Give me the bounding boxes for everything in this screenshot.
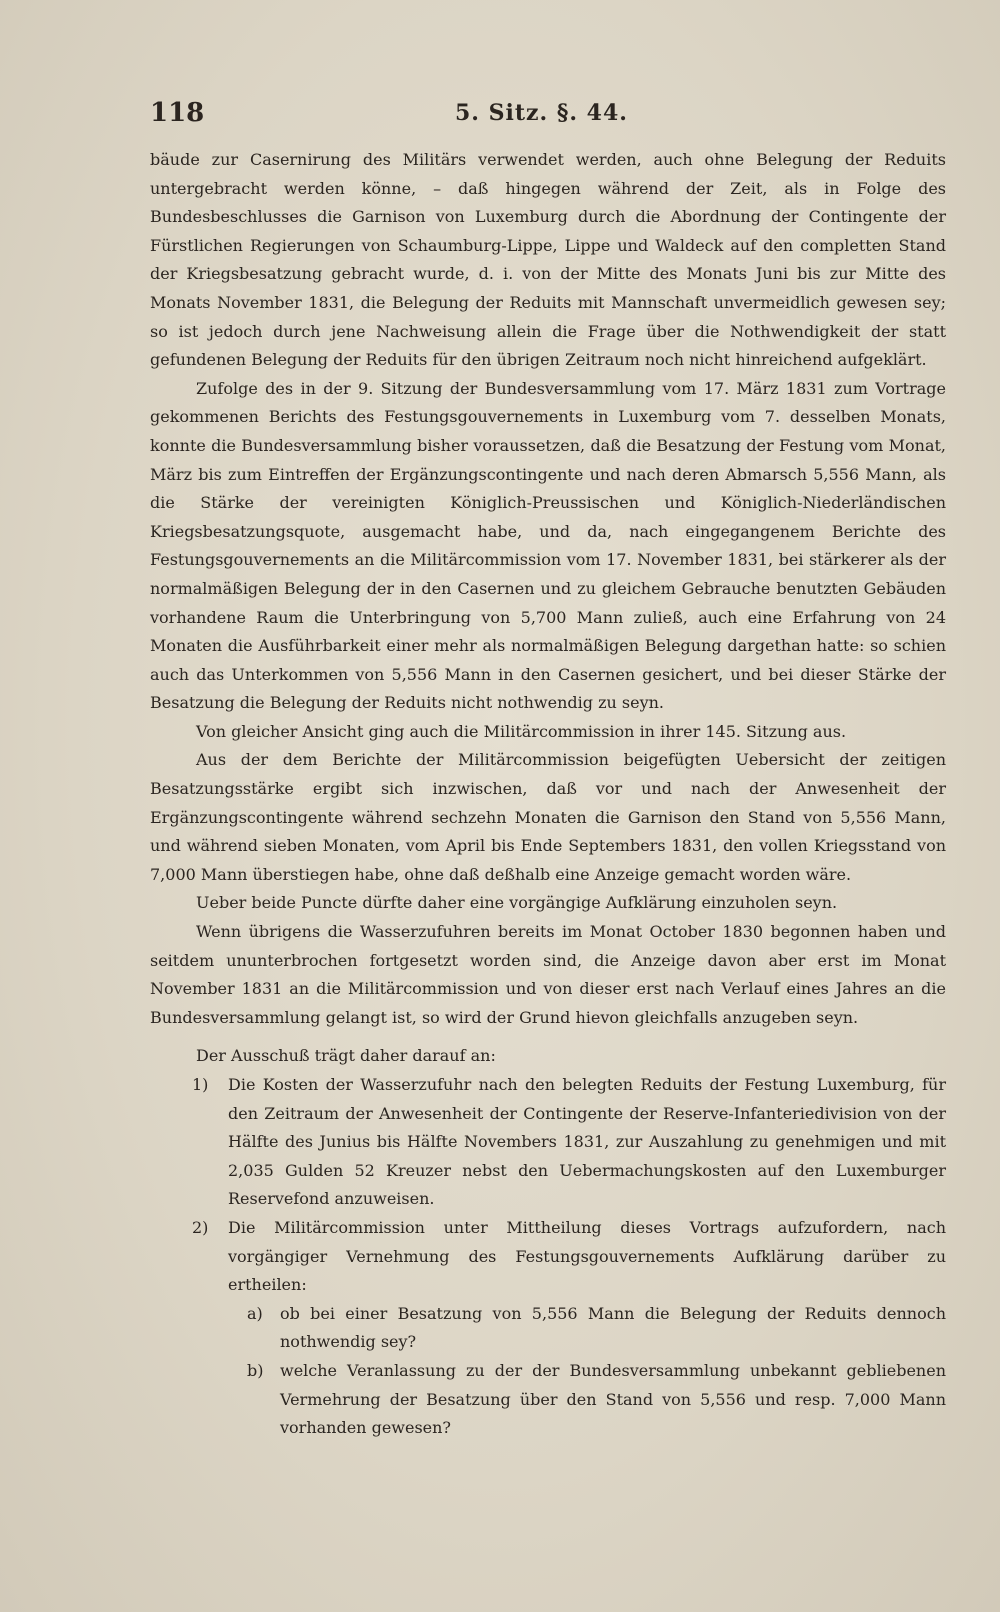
motion-marker: 1) — [192, 1075, 209, 1094]
paragraph-water-supply: Wenn übrigens die Wasserzufuhren bereits im Monat October 1830 begonnen haben und seitdem ununterbrochen fortgesetzt worden sind, die Anzeige davon aber erst im Monat November 1831 an die Militärcommission und von dieser erst nach Verlauf eines Jahres an die Bundesversammlung gelangt ist, so wird der Grund hievon gleichfalls anzugeben seyn. — [150, 922, 946, 1027]
page-header — [150, 98, 860, 138]
sub-motion-text: ob bei einer Besatzung von 5,556 Mann die Belegung der Reduits dennoch nothwendig sey? — [280, 1303, 946, 1352]
paragraph-commission-view: Von gleicher Ansicht ging auch die Militärcommission in ihrer 145. Sitzung aus. — [196, 721, 847, 741]
motion-text: Die Kosten der Wasserzufuhr nach den belegten Reduits der Festung Luxemburg, für den Zeitraum der Anwesenheit der Contingente der Reserve-Infanteriedivision von der Hälfte des Junius bis Hälfte Novembers 1831, zur Auszahlung zu genehmigen und mit 2,035 Gulden 52 Kreuzer nebst den Uebermachungskosten auf den Luxemburger Reservefond anzuweisen. — [228, 1075, 946, 1209]
page-number: 118 — [150, 98, 205, 128]
motion-intro: Der Ausschuß trägt daher darauf an: — [196, 1046, 496, 1066]
paragraph-report: Zufolge des in der 9. Sitzung der Bundesversammlung vom 17. März 1831 zum Vortrage gekommenen Berichts des Festungsgouvernements in Luxemburg vom 7. desselben Monats, konnte die Bundesversammlung bisher voraussetzen, daß die Besatzung der Festung vom Monat, März bis zum Eintreffen der Ergänzungscontingente und nach deren Abmarsch 5,556 Mann, als die Stärke der vereinigten Königlich-Preussischen und Königlich-Niederländischen Kriegsbesatzungsquote, ausgemacht habe, und da, nach eingegangenem Berichte des Festungsgouvernements an die Militärcommission vom 17. November 1831, bei stärkerer als der normalmäßigen Belegung der in den Casernen und zu gleichem Gebrauche benutzten Gebäuden vorhandene Raum die Unterbringung von 5,700 Mann zuließ, auch eine Erfahrung von 24 Monaten die Ausführbarkeit einer mehr als normalmäßigen Belegung dargethan hatte: so schien auch das Unterkommen von 5,556 Mann in den Casernen gesichert, und bei dieser Stärke der Besatzung die Belegung der Reduits nicht nothwendig zu seyn. — [150, 378, 946, 713]
paragraph-continuation: bäude zur Casernirung des Militärs verwendet werden, auch ohne Belegung der Reduits untergebracht werden könne, – daß hingegen während der Zeit, als in Folge des Bundesbeschlusses die Garnison von Luxemburg durch die Abordnung der Contingente der Fürstlichen Regierungen von Schaumburg-Lippe, Lippe und Waldeck auf den completten Stand der Kriegsbesatzung gebracht wurde, d. i. von der Mitte des Monats Juni bis zur Mitte des Monats November 1831, die Belegung der Reduits mit Mannschaft unvermeidlich gewesen sey; so ist jedoch durch jene Nachweisung allein die Frage über die Nothwendigkeit der statt gefundenen Belegung der Reduits für den übrigen Zeitraum noch nicht hinreichend aufgeklärt. — [150, 150, 946, 370]
sub-motion-marker: a) — [247, 1303, 263, 1323]
paragraph-overview: Aus der dem Berichte der Militärcommission beigefügten Uebersicht der zeitigen Besatzungsstärke ergibt sich inzwischen, daß vor und nach der Anwesenheit der Ergänzungscontingente während sechzehn Monaten die Garnison den Stand von 5,556 Mann, und während sieben Monaten, vom April bis Ende Septembers 1831, den vollen Kriegsstand von 7,000 Mann überstiegen habe, ohne daß deßhalb eine Anzeige gemacht worden wäre. — [150, 750, 946, 884]
motion-marker: 2) — [192, 1217, 209, 1237]
running-head: 5. Sitz. §. 44. — [455, 100, 628, 126]
motion-item — [150, 1214, 946, 1300]
sub-motion-item — [150, 1357, 946, 1443]
sub-motion-marker: b) — [247, 1360, 264, 1380]
motion-item — [150, 1071, 946, 1214]
paragraph-clarification: Ueber beide Puncte dürfte daher eine vorgängige Aufklärung einzuholen seyn. — [196, 893, 838, 913]
page-body — [150, 146, 946, 1443]
sub-motion-text: welche Veranlassung zu der der Bundesversammlung unbekannt gebliebenen Vermehrung der Besatzung über den Stand von 5,556 und resp. 7,000 Mann vorhanden gewesen? — [280, 1360, 946, 1438]
sub-motion-item — [150, 1300, 946, 1357]
motion-text: Die Militärcommission unter Mittheilung dieses Vortrags aufzufordern, nach vorgängiger Vernehmung des Festungsgouvernements Aufklärung darüber zu ertheilen: — [228, 1217, 946, 1295]
motion-list — [150, 1071, 946, 1443]
